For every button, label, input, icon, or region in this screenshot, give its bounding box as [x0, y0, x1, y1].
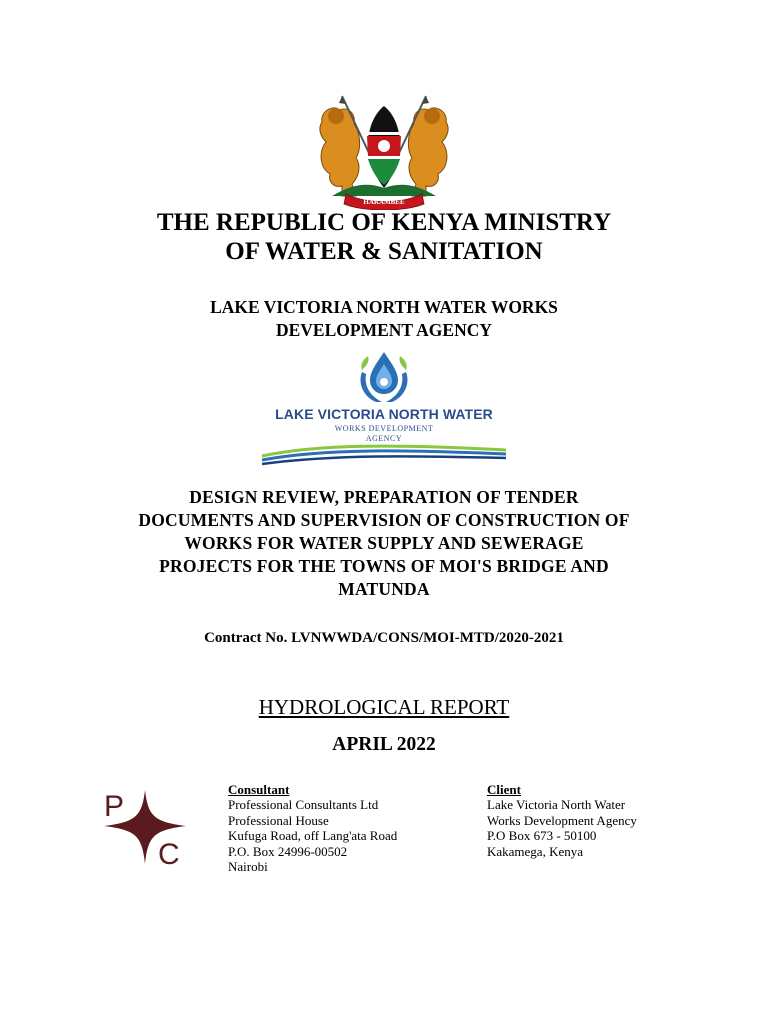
- ministry-line-1: THE REPUBLIC OF KENYA MINISTRY: [156, 209, 612, 236]
- client-address-line: Lake Victoria North Water: [487, 797, 626, 813]
- pc-consultants-logo-icon: [100, 786, 190, 868]
- project-line: MATUNDA: [338, 579, 430, 599]
- agency-line-2: DEVELOPMENT AGENCY: [275, 320, 493, 340]
- pc-logo-letter-p: P: [104, 790, 125, 823]
- water-drop-hands-icon: [258, 350, 510, 406]
- contract-number: Contract No. LVNWWDA/CONS/MOI-MTD/2020-2021: [204, 630, 564, 646]
- pc-logo-letter-c: C: [158, 838, 180, 868]
- agency-line-1: LAKE VICTORIA NORTH WATER WORKS: [210, 297, 558, 317]
- report-date: APRIL 2022: [332, 734, 436, 755]
- report-title: HYDROLOGICAL REPORT: [258, 695, 510, 719]
- client-address-line: Works Development Agency: [487, 812, 637, 828]
- consultant-address: [228, 782, 397, 874]
- agency-heading: [0, 296, 768, 342]
- client-heading: Client: [487, 782, 521, 797]
- agency-logo-subtitle-1: WORKS DEVELOPMENT: [334, 424, 434, 433]
- consultant-heading: Consultant: [228, 782, 290, 797]
- kenya-coat-of-arms-icon: [312, 92, 456, 210]
- client-address-line: Kakamega, Kenya: [487, 843, 584, 859]
- consultant-address-line: Professional Consultants Ltd: [228, 797, 379, 813]
- project-line: DOCUMENTS AND SUPERVISION OF CONSTRUCTION OF: [138, 510, 630, 530]
- project-title: [0, 486, 768, 601]
- agency-logo-title: LAKE VICTORIA NORTH WATER: [275, 406, 493, 422]
- coat-motto: HARAMBEE: [363, 198, 405, 206]
- client-address-line: P.O Box 673 - 50100: [487, 828, 597, 844]
- client-address: [487, 782, 637, 859]
- agency-logo: [258, 350, 510, 470]
- project-line: PROJECTS FOR THE TOWNS OF MOI'S BRIDGE AND: [159, 556, 609, 576]
- consultant-address-line: P.O. Box 24996-00502: [228, 843, 348, 859]
- ministry-heading: [0, 208, 768, 266]
- ministry-line-2: OF WATER & SANITATION: [225, 238, 543, 265]
- consultant-address-line: Kufuga Road, off Lang'ata Road: [228, 828, 398, 844]
- consultant-address-line: Professional House: [228, 812, 329, 828]
- wave-stripes-icon: [258, 442, 510, 468]
- project-line: DESIGN REVIEW, PREPARATION OF TENDER: [189, 487, 579, 507]
- agency-logo-subtitle-2: AGENCY: [365, 434, 403, 443]
- consultant-address-line: Nairobi: [228, 859, 268, 875]
- project-line: WORKS FOR WATER SUPPLY AND SEWERAGE: [184, 533, 584, 553]
